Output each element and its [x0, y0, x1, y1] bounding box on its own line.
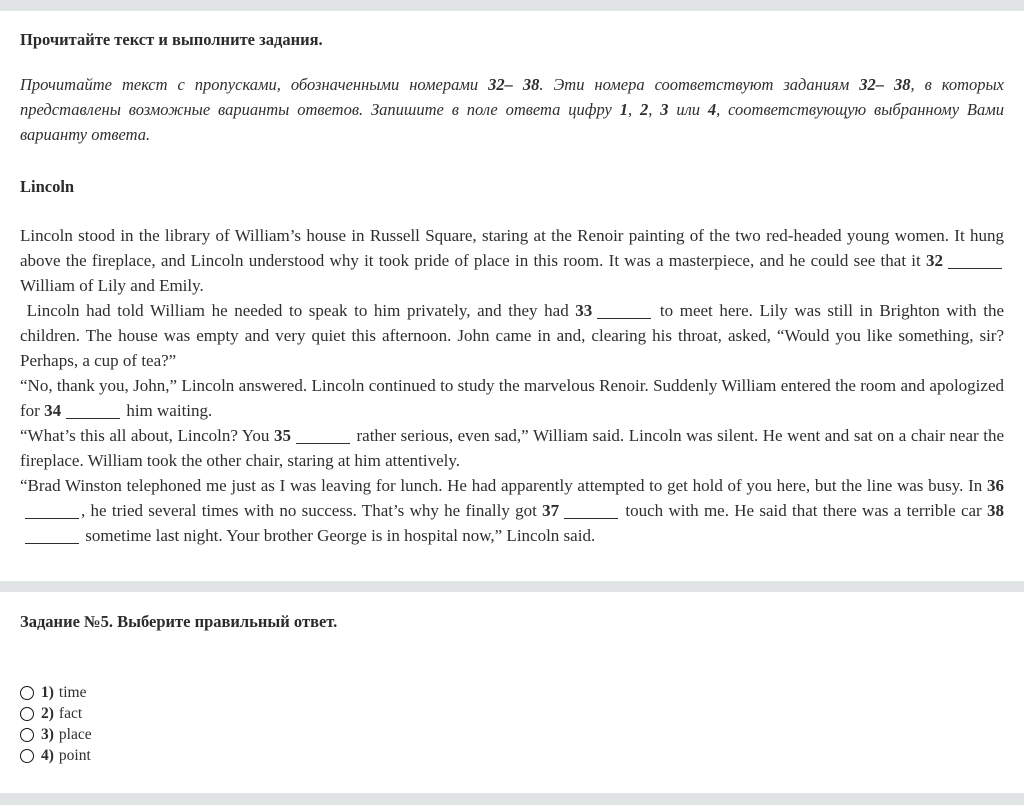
option-number: 2) — [41, 704, 54, 722]
instruction-title: Прочитайте текст и выполните задания. — [20, 30, 323, 49]
option-label: place — [58, 725, 92, 743]
gap-number: 3 — [660, 100, 669, 119]
answer-gap — [25, 530, 79, 544]
gap-number: 32 — [926, 251, 943, 270]
option-number: 1) — [41, 683, 54, 701]
gap-number: 37 — [542, 501, 560, 520]
gap-number: 33 — [575, 301, 593, 320]
radio-button[interactable] — [20, 728, 34, 742]
answer-gap — [597, 305, 651, 319]
answer-option-2[interactable] — [20, 703, 1004, 724]
gap-number: 35 — [273, 426, 291, 445]
gap-number: 36 — [987, 476, 1004, 495]
radio-button[interactable] — [20, 707, 34, 721]
radio-button[interactable] — [20, 749, 34, 763]
gap-number: 32– 38 — [859, 75, 911, 94]
answer-gap — [564, 505, 618, 519]
top-bar — [0, 0, 1024, 11]
text-paragraph: Lincoln stood in the library of William’s house in Russell Square, staring at the Renoir painting of the two red-headed young women. It hung above the fireplace, and Lincoln understood why it took pride of place in this room. It was a masterpiece, and he could see that it 32 William of Lily and Emily. — [20, 226, 1004, 295]
gap-number: 32– 38 — [488, 75, 540, 94]
option-label: time — [58, 683, 87, 701]
gap-number: 1 — [619, 100, 628, 119]
answer-gap — [296, 430, 350, 444]
section-divider — [0, 581, 1024, 592]
options-list — [20, 682, 1004, 766]
text-title: Lincoln — [20, 177, 75, 196]
gap-number: 34 — [44, 401, 62, 420]
option-label: fact — [58, 704, 83, 722]
answer-gap — [948, 255, 1002, 269]
answer-option-3[interactable] — [20, 724, 1004, 745]
option-number: 3) — [41, 725, 54, 743]
gap-number: 38 — [987, 501, 1004, 520]
instruction-text: Прочитайте текст с пропусками, обозначенными номерами 32– 38. Эти номера соответствуют заданиям 32– 38, в которых представлены возможные варианты ответов. Запишите в поле ответа цифру 1, 2, 3 или 4, соответствующую выбранному Вами варианту ответа. — [20, 75, 1005, 144]
task-section — [0, 592, 1024, 766]
bottom-bar — [0, 793, 1024, 805]
text-paragraph: “No, thank you, John,” Lincoln answered. Lincoln continued to study the marvelous Renoir. Suddenly William entered the room and apologized for 34 him waiting. — [20, 376, 1004, 420]
answer-option-1[interactable] — [20, 682, 1004, 703]
option-label: point — [58, 746, 91, 764]
text-paragraph: “What’s this all about, Lincoln? You 35 rather serious, even sad,” William said. Lincoln was silent. He went and sat on a chair near the fireplace. William took the other chair, staring at him attentively. — [20, 426, 1004, 470]
text-paragraph: Lincoln had told William he needed to speak to him privately, and they had 33 to meet here. Lily was still in Brighton with the children. The house was empty and very quiet this afternoon. John came in and, clearing his throat, asked, “Would you like something, sir? Perhaps, a cup of tea?” — [20, 301, 1004, 370]
text-paragraph: “Brad Winston telephoned me just as I was leaving for lunch. He had apparently attempted to get hold of you here, but the line was busy. In 36, he tried several times with no success. That’s why he finally got 37 touch with me. He said that there was a terrible car 38 sometime last night. Your brother George is in hospital now,” Lincoln said. — [20, 476, 1004, 545]
radio-button[interactable] — [20, 686, 34, 700]
gap-number: 2 — [639, 100, 649, 119]
task-heading: Задание №5. Выберите правильный ответ. — [20, 612, 338, 631]
answer-gap — [66, 405, 120, 419]
answer-option-4[interactable] — [20, 745, 1004, 766]
reading-text — [20, 223, 1004, 548]
gap-number: 4 — [707, 100, 717, 119]
option-number: 4) — [41, 746, 54, 764]
answer-gap — [25, 505, 79, 519]
